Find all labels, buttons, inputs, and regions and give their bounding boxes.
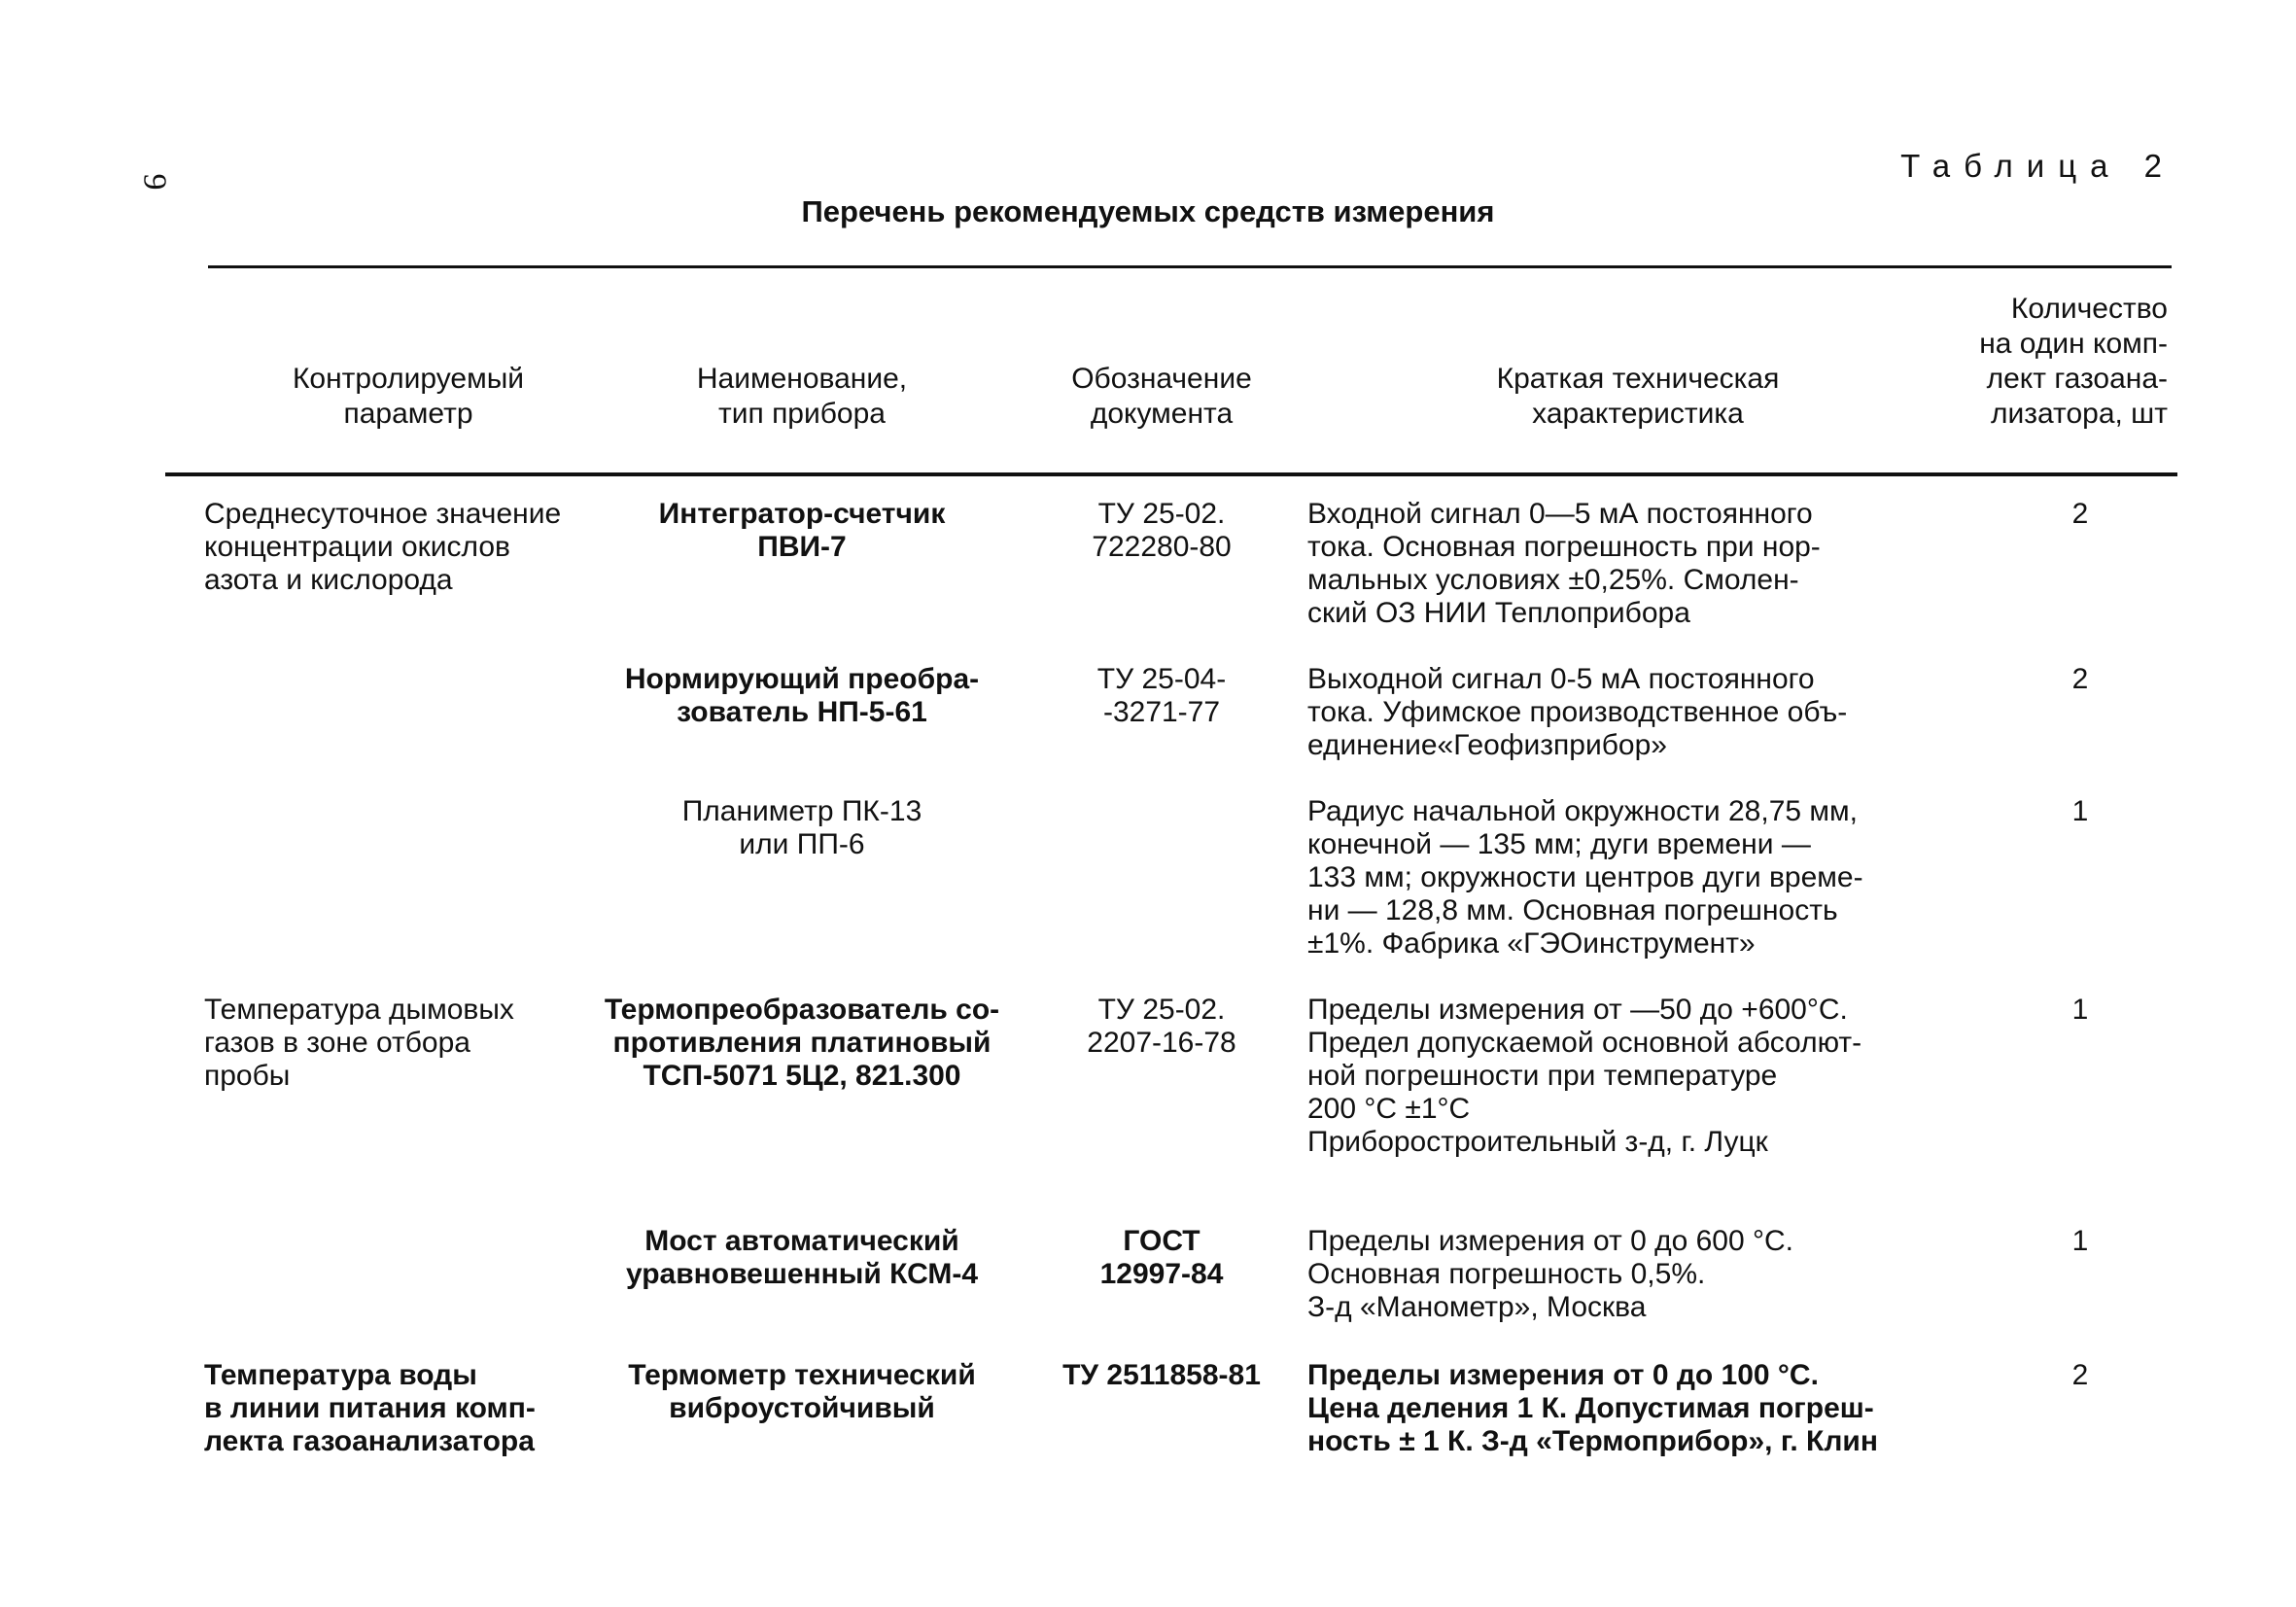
row-4-qty: 1 [2071, 994, 2089, 1026]
table-title: Перечень рекомендуемых средств измерения [801, 194, 1495, 228]
row-5-name: Мост автоматический уравновешенный КСМ-4 [625, 1225, 979, 1290]
row-6-doc: ТУ 2511858-81 [1062, 1359, 1261, 1391]
row-3-qty: 1 [2071, 795, 2089, 827]
header-char: Краткая техническая характеристика [1496, 363, 1780, 430]
row-5-qty: 1 [2071, 1225, 2089, 1257]
row-3-char: Радиус начальной окружности 28,75 мм, конечной — 135 мм; дуги времени — 133 мм; окружности центров дуги време- ни — 128,8 мм. Основная погрешность ±1%. Фабрика «ГЭОинструмент» [1307, 795, 1863, 960]
row-1-char: Входной сигнал 0—5 мА постоянного тока. Основная погрешность при нор- мальных условиях ±0,25%. Смолен- ский ОЗ НИИ Теплоприбора [1307, 498, 1821, 629]
row-2-char: Выходной сигнал 0-5 мА постоянного тока. Уфимское производственное объ- единение«Геофизприбор» [1307, 663, 1848, 761]
row-6-qty: 2 [2071, 1359, 2089, 1391]
row-4-doc: ТУ 25-02. 2207-16-78 [1087, 994, 1236, 1059]
header-doc: Обозначение документа [1071, 363, 1252, 430]
row-4-name: Термопреобразователь со- противления платиновый ТСП-5071 5Ц2, 821.300 [604, 994, 1000, 1092]
row-2-name: Нормирующий преобра- зователь НП-5-61 [624, 663, 980, 728]
row-2-qty: 2 [2071, 663, 2089, 695]
row-6-name: Термометр технический виброустойчивый [628, 1359, 976, 1424]
header-qty: Количество на один комп- лект газоана- лизатора, шт [1979, 293, 2168, 430]
header-name: Наименование, тип прибора [696, 363, 908, 430]
top-rule [208, 265, 2172, 268]
row-4-param: Температура дымовых газов в зоне отбора пробы [204, 994, 514, 1092]
table-label: Таблица 2 [1900, 148, 2175, 184]
page-number: 9 [136, 173, 173, 191]
row-4-char: Пределы измерения от —50 до +600°С. Предел допускаемой основной абсолют- ной погрешности при температуре 200 °С ±1°С Приборостроительный з-д, г. Луцк [1307, 994, 1862, 1158]
row-1-qty: 2 [2071, 498, 2089, 530]
row-1-param: Среднесуточное значение концентрации окислов азота и кислорода [204, 498, 562, 596]
header-param: Контролируемый параметр [292, 363, 525, 430]
row-1-name: Интегратор-счетчик ПВИ-7 [658, 498, 946, 563]
row-3-name: Планиметр ПК-13 или ПП-6 [681, 795, 922, 860]
row-5-doc: ГОСТ 12997-84 [1099, 1225, 1224, 1290]
row-2-doc: ТУ 25-04- -3271-77 [1096, 663, 1227, 728]
row-1-doc: ТУ 25-02. 722280-80 [1092, 498, 1232, 563]
header-rule [165, 472, 2177, 476]
row-5-char: Пределы измерения от 0 до 600 °С. Основная погрешность 0,5%. З-д «Манометр», Москва [1307, 1225, 1793, 1323]
row-6-char: Пределы измерения от 0 до 100 °С. Цена деления 1 К. Допустимая погреш- ность ± 1 К. З-д «Термоприбор», г. Клин [1307, 1359, 1878, 1457]
row-6-param: Температура воды в линии питания комп- лекта газоанализатора [204, 1359, 536, 1457]
